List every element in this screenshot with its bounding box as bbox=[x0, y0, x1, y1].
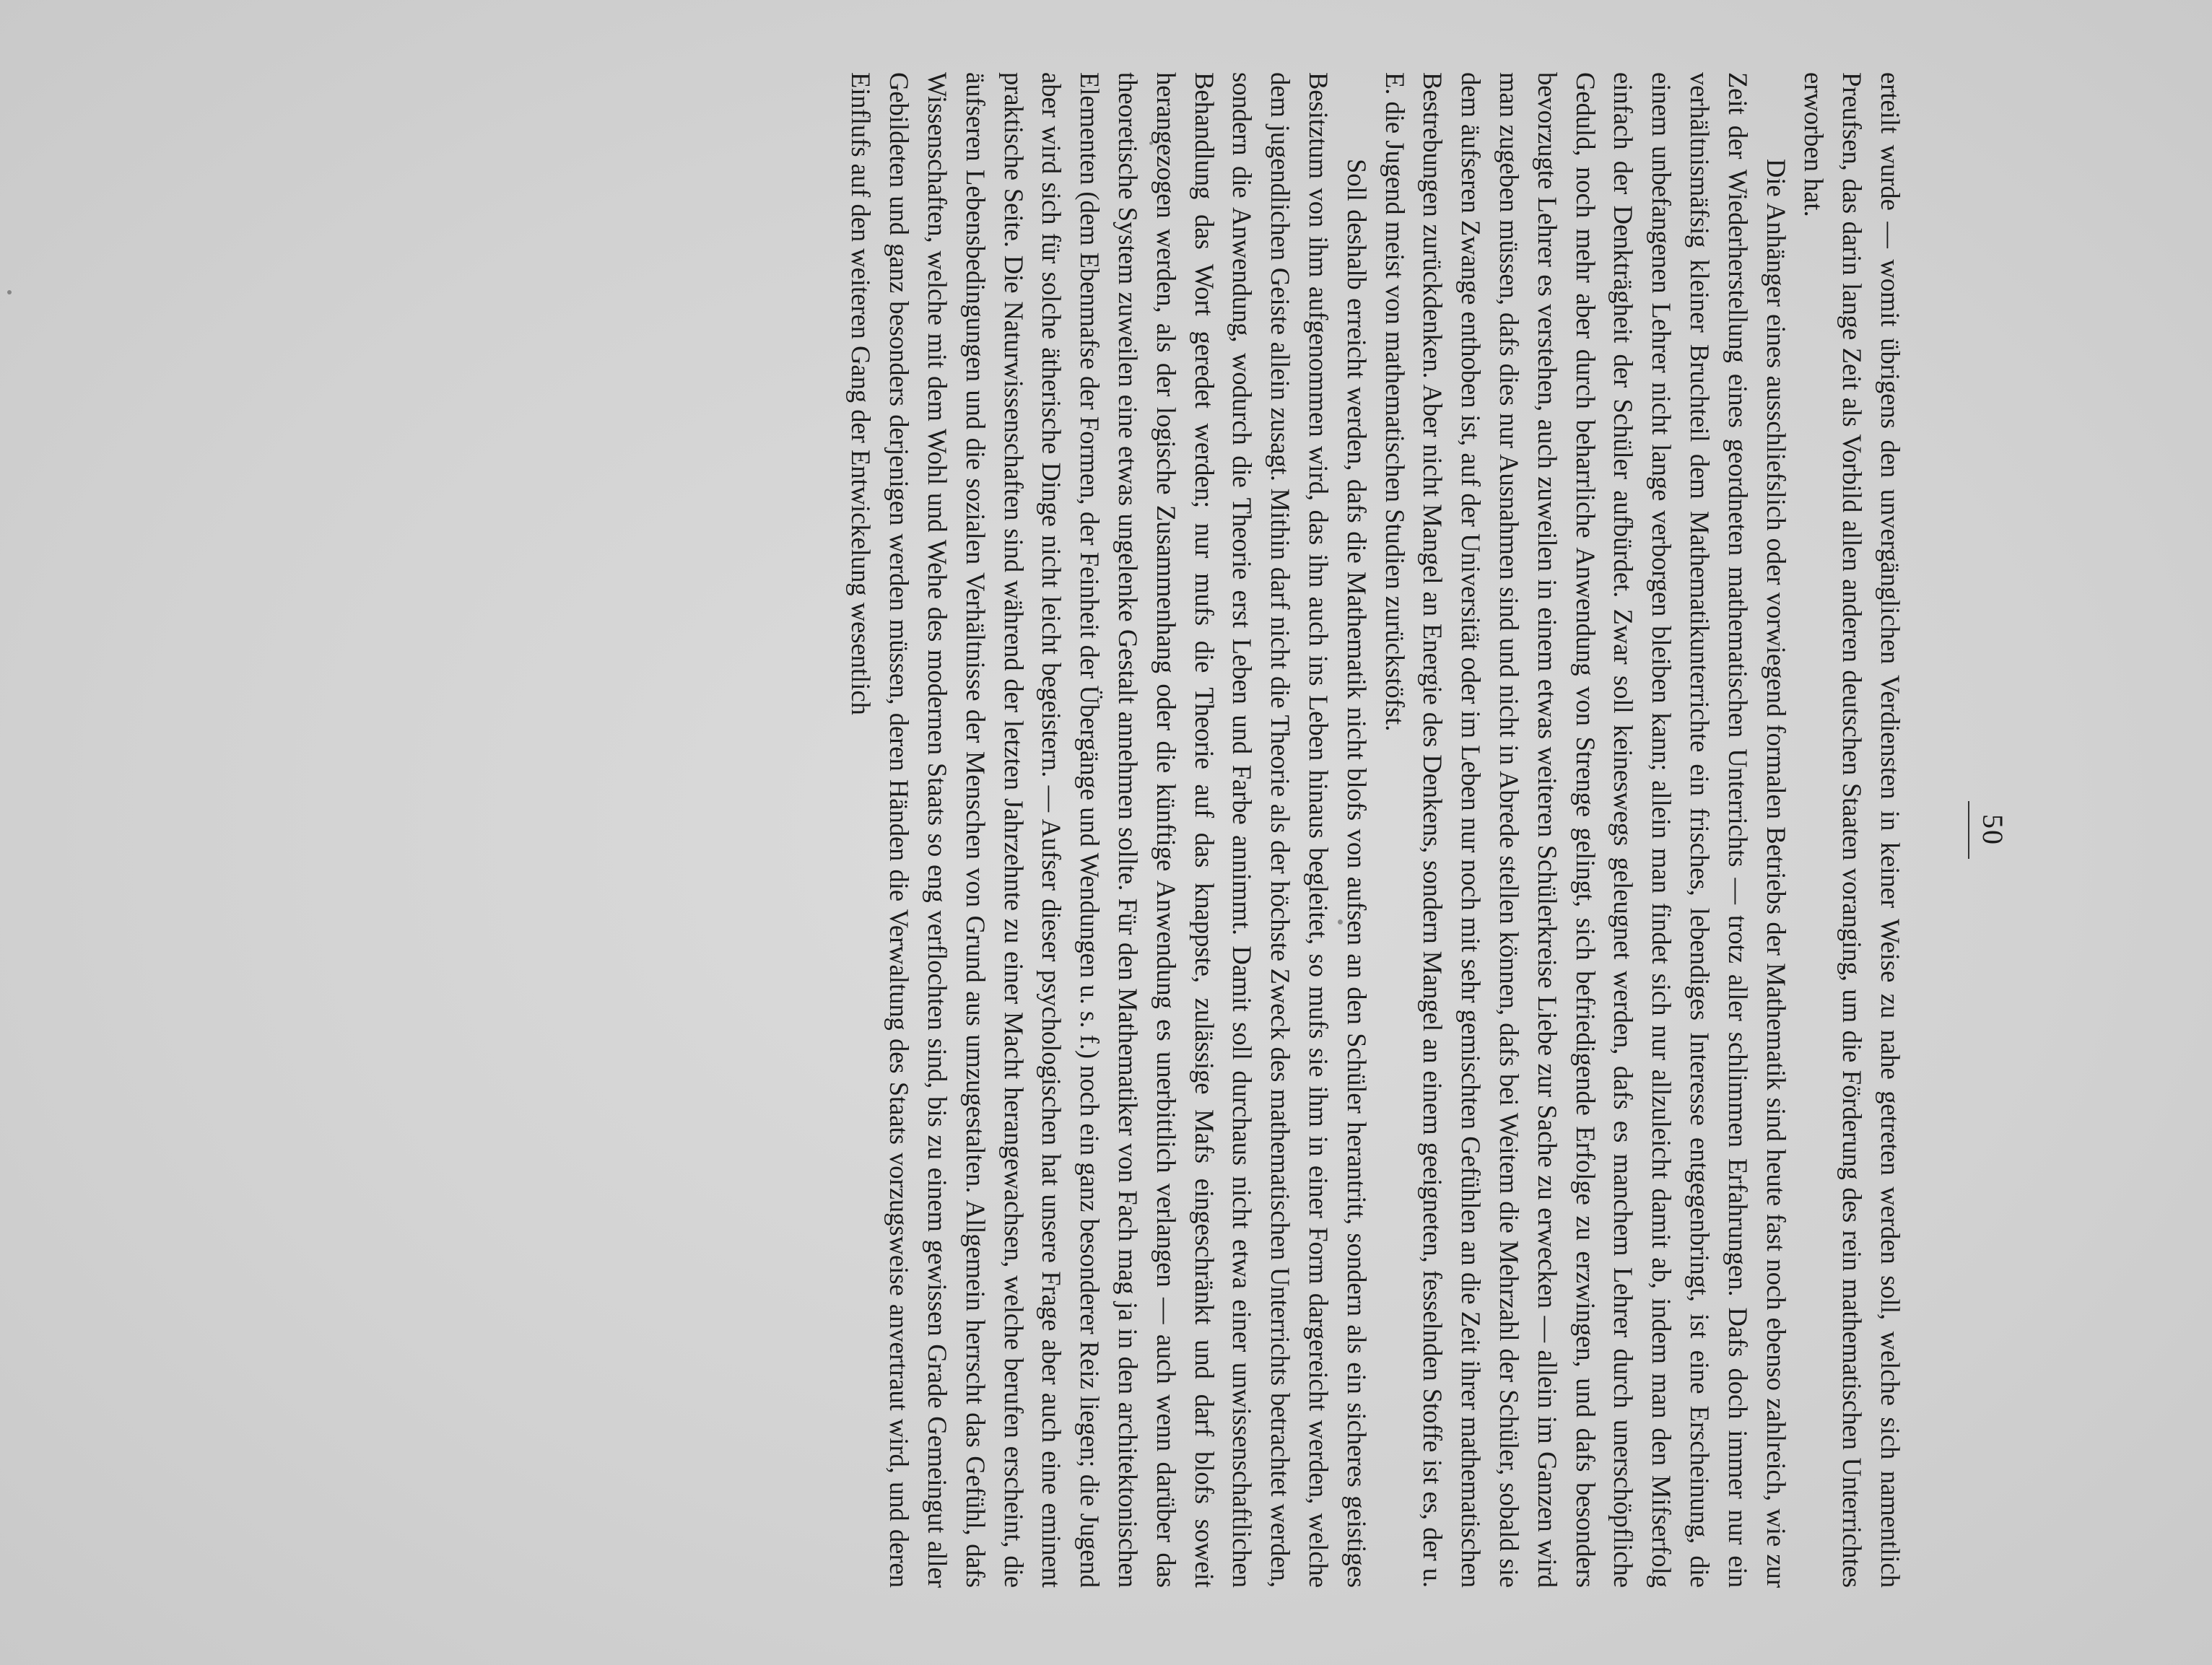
paragraph-3: Soll deshalb erreicht werden, dafs die Mathematik nicht blofs von aufsen an den Schüler herantritt, sondern als ein sicheres geistiges Besitztum von ihm aufgenommen wird, das ihn auch ins Leben hinaus begleitet, so mufs sie ihm in einer Form dargereicht werden, welche dem jugendlichen Geiste allein zusagt. Mithin darf nicht die Theorie als der höchste Zweck des mathematischen Unterrichts betrachtet werden, sondern die Anwendung, wodurch die Theorie erst Leben und Farbe annimmt. Damit soll durchaus nicht etwa einer unwissenschaftlichen Behandlung das Wort geredet werden; nur mufs die Theorie auf das knappste, zulässige Mafs eingeschränkt und darf blofs soweit herangezogen werden, als der logische Zusammenhang oder die künftige Anwendung es unerbittlich verlangen — auch wenn darüber das theoretische System zuweilen eine etwas ungelenke Gestalt annehmen sollte. Für den Mathematiker von Fach mag ja in den architektonischen Elementen (dem Ebenmafse der Formen, der Feinheit der Übergänge und Wendungen u. s. f.) noch ein ganz besonderer Reiz liegen; die Jugend aber wird sich für solche ätherische Dinge nicht leicht begeistern. — Aufser dieser psychologischen hat unsere Frage aber auch eine eminent praktische Seite. Die Naturwissenschaften sind während der letzten Jahrzehnte zu einer Macht herangewachsen, welche berufen erscheint, die äufseren Lebensbedingungen und die sozialen Verhältnisse der Menschen von Grund aus umzugestalten. Allgemein herrscht das Gefühl, dafs Wissenschaften, welche mit dem Wohl und Wehe des modernen Staats so eng verflochten sind, bis zu einem gewissen Grade Gemeingut aller Gebildeten und ganz besonders derjenigen werden müssen, deren Händen die Verwaltung des Staats vorzugsweise anvertraut wird, und deren Einflufs auf den weiteren Gang der Entwickelung wesentlich bbox=[846, 72, 1372, 1588]
dust-speck bbox=[7, 290, 12, 294]
paragraph-2: Die Anhänger eines ausschliefslich oder vorwiegend formalen Betriebs der Mathematik sind heute fast noch ebenso zahlreich, wie zur Zeit der Wiederherstellung eines geordneten mathematischen Unterrichts — trotz aller schlimmen Erfahrungen. Dafs doch immer nur ein verhältnismäfsig kleiner Bruchteil dem Mathematikunterrichte ein frisches, lebendiges Interesse entgegenbringt, ist eine Erscheinung, die einem unbefangenen Lehrer nicht lange verborgen bleiben kann; allein man findet sich nur allzuleicht damit ab, indem man den Mifserfolg einfach der Denkträgheit der Schüler aufbürdet. Zwar soll keineswegs geleugnet werden, dafs es manchem Lehrer durch unerschöpfliche Geduld, noch mehr aber durch beharrliche Anwendung von Strenge gelingt, sich befriedigende Erfolge zu erzwingen, und dafs besonders bevorzugte Lehrer es verstehen, auch zuweilen in einem etwas weiteren Schülerkreise Liebe zur Sache zu erwecken — allein im Ganzen wird man zugeben müssen, dafs dies nur Ausnahmen sind und nicht in Abrede stellen können, dafs bei Weitem die Mehrzahl der Schüler, sobald sie dem äufseren Zwange enthoben ist, auf der Universität oder im Leben nur noch mit sehr gemischten Gefühlen an die Zeit ihrer mathematischen Bestrebungen zurückdenken. Aber nicht Mangel an Energie des Denkens, sondern Mangel an einem geeigneten, fesselnden Stoffe ist es, der u. E. die Jugend meist von mathematischen Studien zurückstöfst. bbox=[1380, 72, 1791, 1588]
page-number-rule bbox=[1968, 801, 1969, 859]
paragraph-1: erteilt wurde — womit übrigens den unvergänglichen Verdiensten in keiner Weise zu nahe getreten werden soll, welche sich namentlich Preufsen, das darin lange Zeit als Vorbild allen anderen deutschen Staaten voranging, um die Förderung des rein mathematischen Unterrichtes erworben hat. bbox=[1799, 72, 1905, 1588]
page-number: 50 bbox=[1977, 814, 2009, 846]
page-body bbox=[842, 72, 1909, 1588]
rotated-book-page bbox=[191, 72, 2010, 1588]
